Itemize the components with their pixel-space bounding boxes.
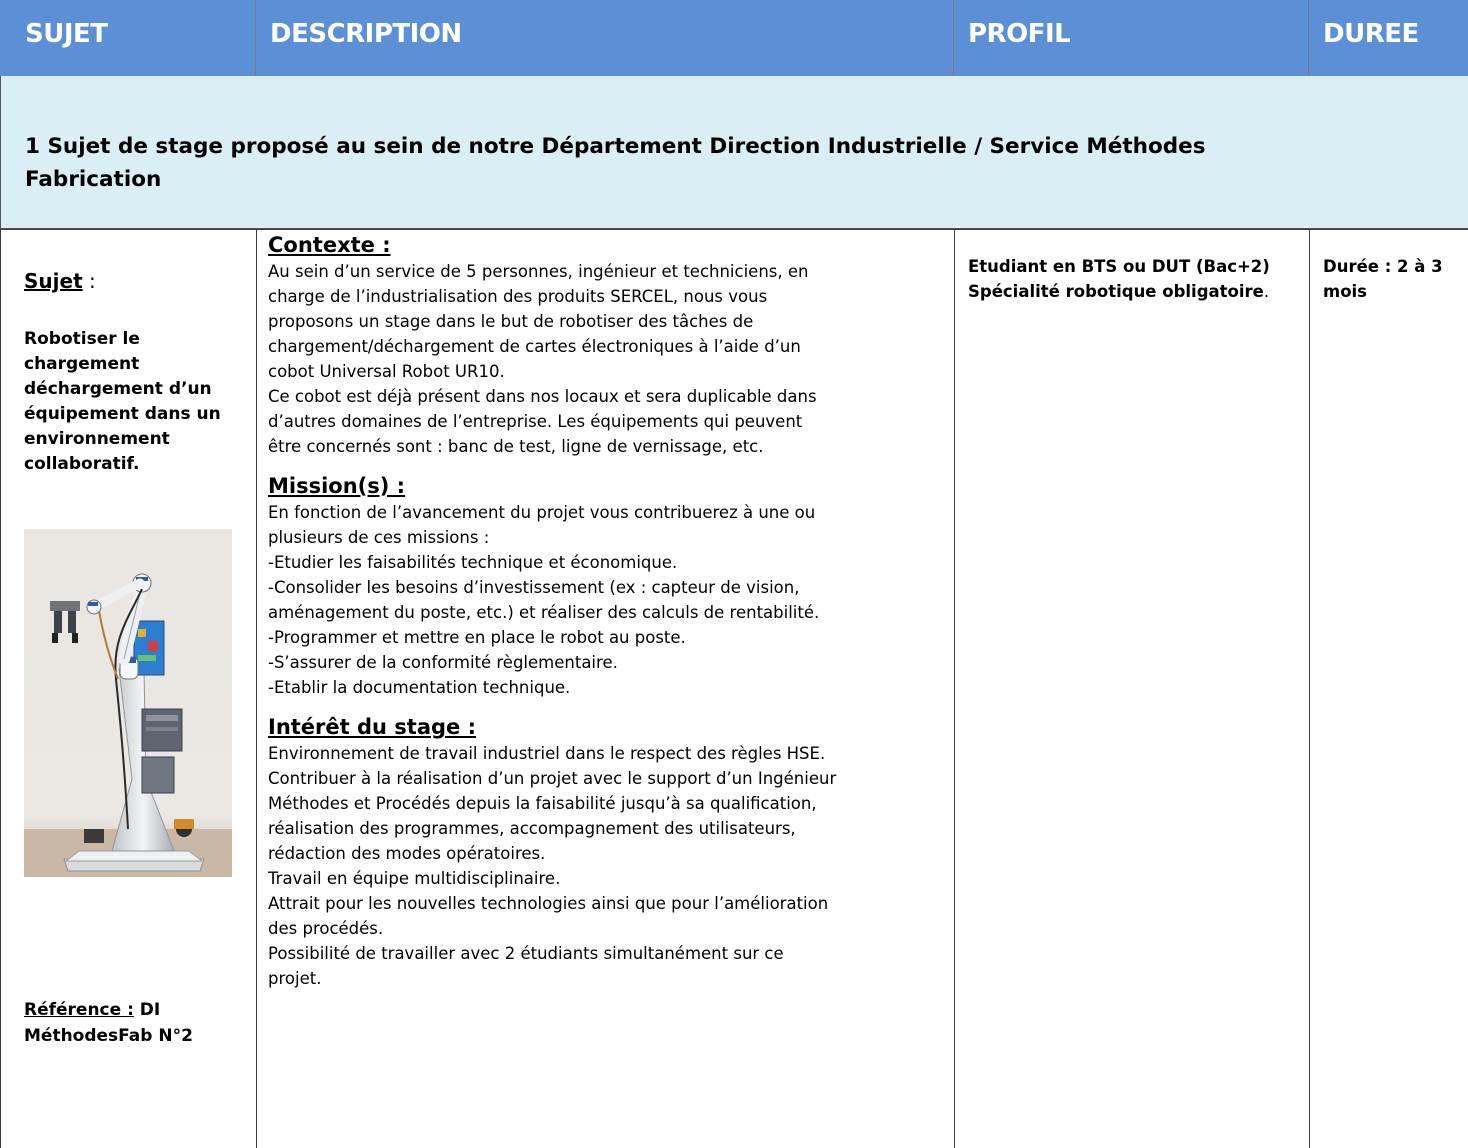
reference-value-part-1: DI: [133, 1000, 161, 1020]
interest-line: Méthodes et Procédés depuis la faisabilité jusqu’à sa qualification,: [268, 794, 817, 813]
interest-line: Attrait pour les nouvelles technologies ainsi que pour l’amélioration: [268, 894, 829, 913]
subject-label-text: Sujet: [24, 269, 83, 293]
section-banner: [0, 76, 1468, 229]
mission-line: -Programmer et mettre en place le robot au poste.: [268, 628, 686, 647]
interest-line: Contribuer à la réalisation d’un projet avec le support d’un Ingénieur: [268, 769, 837, 788]
subject-title-line: Robotiser le: [24, 329, 140, 349]
interest-line: projet.: [268, 969, 322, 988]
section-title: [25, 130, 1425, 196]
mission-line: plusieurs de ces missions :: [268, 528, 490, 547]
header-duree: [1309, 0, 1468, 76]
context-line: d’autres domaines de l’entreprise. Les équipements qui peuvent: [268, 412, 803, 431]
context-line: être concernés sont : banc de test, ligne de vernissage, etc.: [268, 437, 764, 456]
mission-line: -S’assurer de la conformité règlementaire.: [268, 653, 618, 672]
reference-line-1: [24, 997, 224, 1023]
mission-paragraph: [268, 500, 948, 700]
mission-line: -Consolider les besoins d’investissement (ex : capteur de vision,: [268, 578, 800, 597]
reference-value-part-2: MéthodesFab N°2: [24, 1026, 193, 1046]
mission-line: En fonction de l’avancement du projet vous contribuerez à une ou: [268, 503, 816, 522]
duration-line-2: mois: [1323, 282, 1368, 301]
header-profil: [954, 0, 1309, 76]
section-title-line-1: 1 Sujet de stage proposé au sein de notre Département Direction Industrielle / Service Méthodes: [25, 134, 1206, 159]
column-divider: [256, 229, 257, 1148]
interest-line: rédaction des modes opératoires.: [268, 844, 546, 863]
context-heading: Contexte :: [268, 233, 391, 257]
context-line: cobot Universal Robot UR10.: [268, 362, 505, 381]
subject-title-line: collaboratif.: [24, 454, 140, 474]
mission-line: -Etudier les faisabilités technique et économique.: [268, 553, 678, 572]
header-duree-label: DUREE: [1323, 19, 1419, 49]
mission-line: -Etablir la documentation technique.: [268, 678, 571, 697]
reference-label: Référence :: [24, 1000, 134, 1020]
header-profil-label: PROFIL: [968, 19, 1071, 49]
interest-heading: Intérêt du stage :: [268, 715, 476, 739]
header-sujet: [0, 0, 256, 76]
context-line: charge de l’industrialisation des produits SERCEL, nous vous: [268, 287, 768, 306]
duration-line-1: Durée : 2 à 3: [1323, 257, 1443, 276]
column-divider: [0, 229, 1, 1148]
interest-paragraph: [268, 741, 948, 991]
subject-label-colon: :: [82, 269, 96, 293]
context-line: Au sein d’un service de 5 personnes, ingénieur et techniciens, en: [268, 262, 809, 281]
context-line: Ce cobot est déjà présent dans nos locaux et sera duplicable dans: [268, 387, 817, 406]
context-line: proposons un stage dans le but de robotiser des tâches de: [268, 312, 754, 331]
column-divider: [954, 229, 955, 1148]
reference: [24, 997, 224, 1049]
interest-line: des procédés.: [268, 919, 384, 938]
duration-cell: [1323, 254, 1463, 304]
profile-cell: [968, 254, 1308, 304]
subject-title-line: déchargement d’un: [24, 379, 212, 399]
header-sujet-label: SUJET: [25, 19, 108, 49]
profile-line-1: Etudiant en BTS ou DUT (Bac+2): [968, 257, 1270, 276]
interest-line: Possibilité de travailler avec 2 étudiants simultanément sur ce: [268, 944, 784, 963]
subject-label: [24, 269, 96, 293]
interest-line: Environnement de travail industriel dans le respect des règles HSE.: [268, 744, 826, 763]
mission-line: aménagement du poste, etc.) et réaliser des calculs de rentabilité.: [268, 603, 820, 622]
profile-period: .: [1263, 282, 1270, 301]
subject-title: [24, 327, 238, 477]
context-paragraph: [268, 259, 948, 459]
context-line: chargement/déchargement de cartes électroniques à l’aide d’un: [268, 337, 801, 356]
profile-specialty: Spécialité robotique obligatoire: [968, 282, 1264, 301]
subject-title-line: chargement: [24, 354, 140, 374]
cobot-photo: [24, 529, 232, 877]
subject-title-line: équipement dans un: [24, 404, 221, 424]
interest-line: Travail en équipe multidisciplinaire.: [268, 869, 561, 888]
mission-heading: Mission(s) :: [268, 474, 406, 498]
header-description-label: DESCRIPTION: [270, 19, 462, 49]
header-description: [256, 0, 954, 76]
column-divider: [1309, 229, 1310, 1148]
description-cell: [268, 229, 948, 991]
section-title-line-2: Fabrication: [25, 167, 162, 192]
profile-line-2: [968, 279, 1308, 304]
subject-title-line: environnement: [24, 429, 170, 449]
interest-line: réalisation des programmes, accompagnement des utilisateurs,: [268, 819, 796, 838]
